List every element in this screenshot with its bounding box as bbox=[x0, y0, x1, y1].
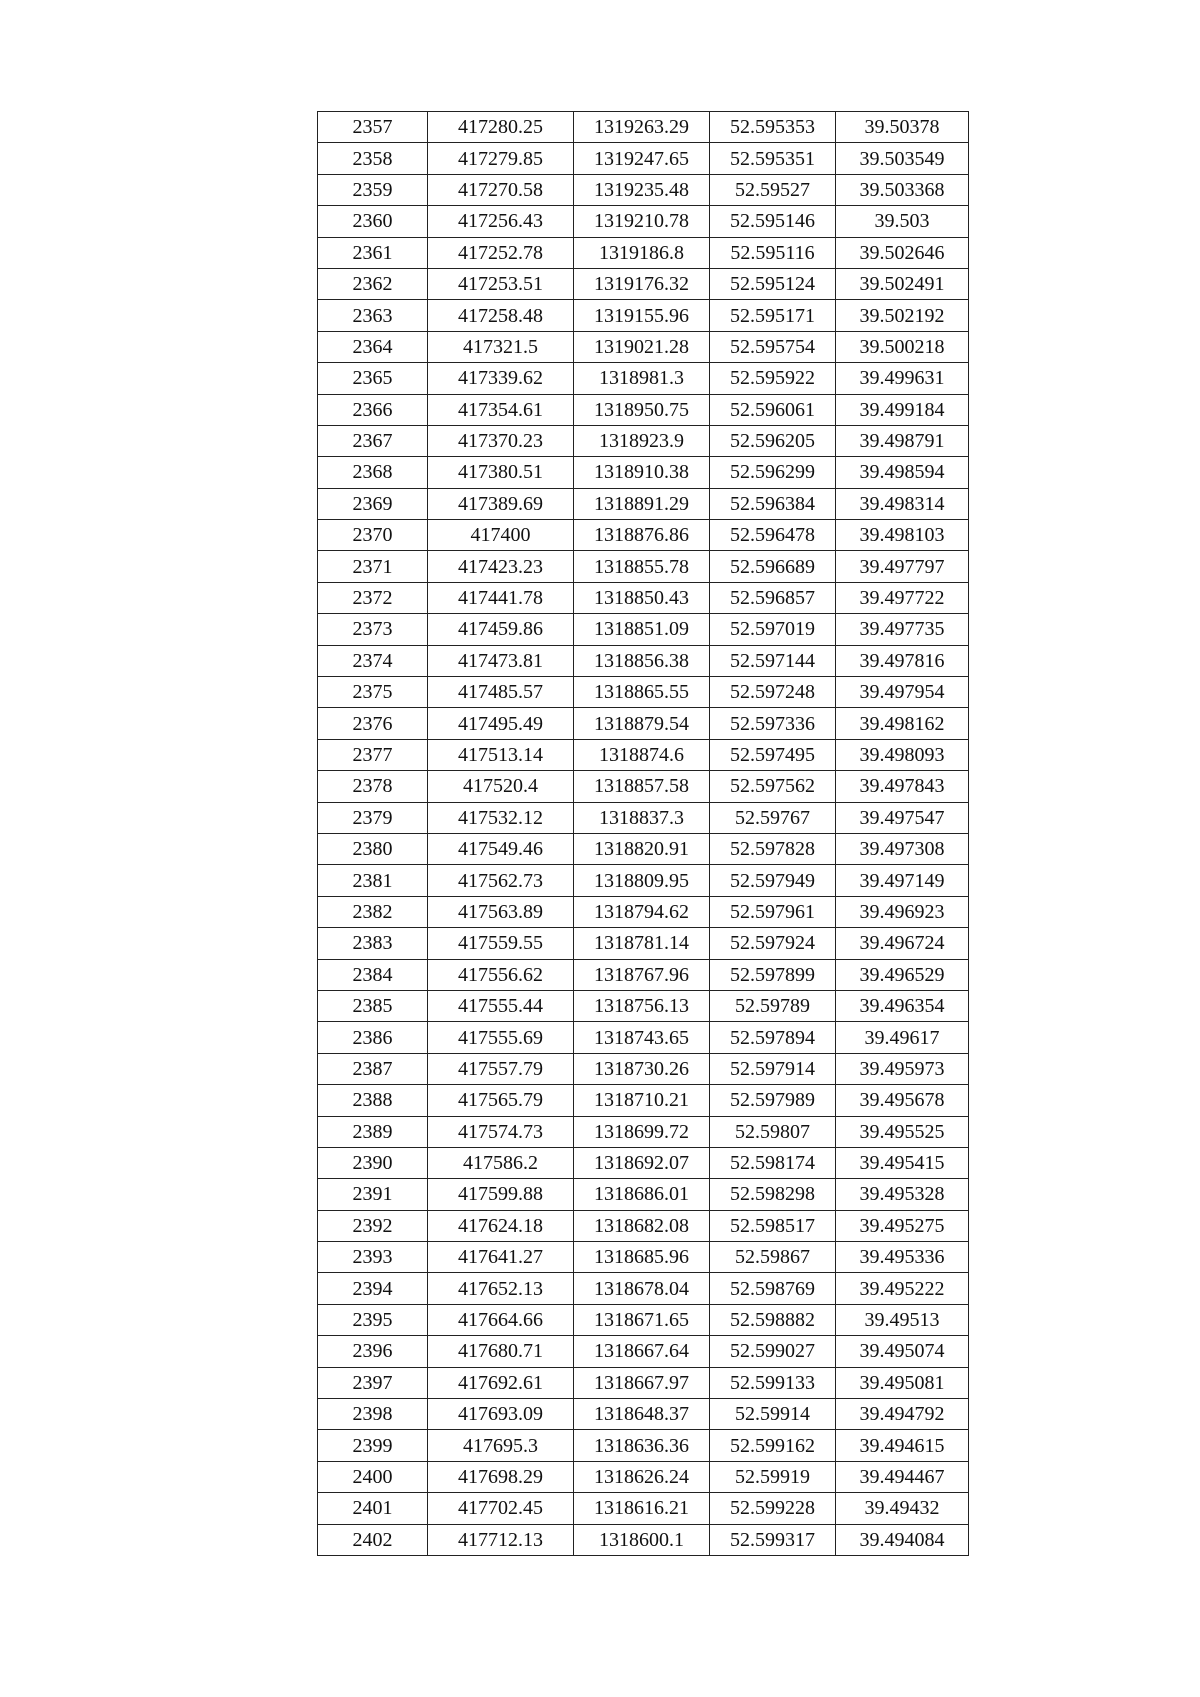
coord-y-cell: 1319263.29 bbox=[574, 112, 710, 143]
coordinates-table-body bbox=[318, 112, 969, 1556]
point-number-cell: 2383 bbox=[318, 928, 428, 959]
coord-x-cell: 417555.44 bbox=[428, 990, 574, 1021]
latitude-cell: 52.596205 bbox=[710, 425, 836, 456]
coord-x-cell: 417532.12 bbox=[428, 802, 574, 833]
coord-y-cell: 1318981.3 bbox=[574, 363, 710, 394]
coord-y-cell: 1318781.14 bbox=[574, 928, 710, 959]
point-number-cell: 2370 bbox=[318, 520, 428, 551]
point-number-cell: 2364 bbox=[318, 331, 428, 362]
point-number-cell: 2389 bbox=[318, 1116, 428, 1147]
latitude-cell: 52.596299 bbox=[710, 457, 836, 488]
coord-x-cell: 417692.61 bbox=[428, 1367, 574, 1398]
latitude-cell: 52.597949 bbox=[710, 865, 836, 896]
coord-x-cell: 417712.13 bbox=[428, 1524, 574, 1555]
longitude-cell: 39.503 bbox=[836, 206, 969, 237]
coord-x-cell: 417680.71 bbox=[428, 1336, 574, 1367]
longitude-cell: 39.500218 bbox=[836, 331, 969, 362]
latitude-cell: 52.599027 bbox=[710, 1336, 836, 1367]
latitude-cell: 52.596061 bbox=[710, 394, 836, 425]
table-row bbox=[318, 331, 969, 362]
coord-x-cell: 417624.18 bbox=[428, 1210, 574, 1241]
latitude-cell: 52.595146 bbox=[710, 206, 836, 237]
coord-x-cell: 417389.69 bbox=[428, 488, 574, 519]
latitude-cell: 52.59867 bbox=[710, 1242, 836, 1273]
coord-x-cell: 417698.29 bbox=[428, 1461, 574, 1492]
coord-y-cell: 1318767.96 bbox=[574, 959, 710, 990]
longitude-cell: 39.502646 bbox=[836, 237, 969, 268]
coord-y-cell: 1319021.28 bbox=[574, 331, 710, 362]
point-number-cell: 2359 bbox=[318, 174, 428, 205]
latitude-cell: 52.595124 bbox=[710, 268, 836, 299]
coord-x-cell: 417520.4 bbox=[428, 771, 574, 802]
longitude-cell: 39.495081 bbox=[836, 1367, 969, 1398]
point-number-cell: 2365 bbox=[318, 363, 428, 394]
coord-x-cell: 417258.48 bbox=[428, 300, 574, 331]
latitude-cell: 52.595171 bbox=[710, 300, 836, 331]
point-number-cell: 2394 bbox=[318, 1273, 428, 1304]
table-row bbox=[318, 457, 969, 488]
coord-y-cell: 1319155.96 bbox=[574, 300, 710, 331]
coord-x-cell: 417559.55 bbox=[428, 928, 574, 959]
point-number-cell: 2378 bbox=[318, 771, 428, 802]
longitude-cell: 39.502192 bbox=[836, 300, 969, 331]
latitude-cell: 52.597989 bbox=[710, 1085, 836, 1116]
table-row bbox=[318, 708, 969, 739]
coord-y-cell: 1319210.78 bbox=[574, 206, 710, 237]
coord-y-cell: 1318923.9 bbox=[574, 425, 710, 456]
coord-x-cell: 417256.43 bbox=[428, 206, 574, 237]
coord-y-cell: 1318667.97 bbox=[574, 1367, 710, 1398]
longitude-cell: 39.497843 bbox=[836, 771, 969, 802]
table-row bbox=[318, 425, 969, 456]
table-row bbox=[318, 1242, 969, 1273]
coord-y-cell: 1318855.78 bbox=[574, 551, 710, 582]
point-number-cell: 2391 bbox=[318, 1179, 428, 1210]
longitude-cell: 39.497722 bbox=[836, 582, 969, 613]
latitude-cell: 52.597924 bbox=[710, 928, 836, 959]
point-number-cell: 2399 bbox=[318, 1430, 428, 1461]
coord-y-cell: 1318678.04 bbox=[574, 1273, 710, 1304]
coord-x-cell: 417370.23 bbox=[428, 425, 574, 456]
latitude-cell: 52.597828 bbox=[710, 833, 836, 864]
longitude-cell: 39.494084 bbox=[836, 1524, 969, 1555]
point-number-cell: 2375 bbox=[318, 677, 428, 708]
coord-x-cell: 417641.27 bbox=[428, 1242, 574, 1273]
point-number-cell: 2390 bbox=[318, 1147, 428, 1178]
point-number-cell: 2381 bbox=[318, 865, 428, 896]
latitude-cell: 52.598517 bbox=[710, 1210, 836, 1241]
longitude-cell: 39.497816 bbox=[836, 645, 969, 676]
latitude-cell: 52.599162 bbox=[710, 1430, 836, 1461]
latitude-cell: 52.596689 bbox=[710, 551, 836, 582]
latitude-cell: 52.598174 bbox=[710, 1147, 836, 1178]
point-number-cell: 2361 bbox=[318, 237, 428, 268]
point-number-cell: 2371 bbox=[318, 551, 428, 582]
coord-y-cell: 1318692.07 bbox=[574, 1147, 710, 1178]
longitude-cell: 39.497547 bbox=[836, 802, 969, 833]
table-row bbox=[318, 268, 969, 299]
coord-x-cell: 417562.73 bbox=[428, 865, 574, 896]
coord-y-cell: 1319235.48 bbox=[574, 174, 710, 205]
coord-y-cell: 1318743.65 bbox=[574, 1022, 710, 1053]
point-number-cell: 2379 bbox=[318, 802, 428, 833]
point-number-cell: 2384 bbox=[318, 959, 428, 990]
table-row bbox=[318, 1430, 969, 1461]
point-number-cell: 2372 bbox=[318, 582, 428, 613]
coord-x-cell: 417702.45 bbox=[428, 1493, 574, 1524]
latitude-cell: 52.599317 bbox=[710, 1524, 836, 1555]
coord-x-cell: 417485.57 bbox=[428, 677, 574, 708]
table-row bbox=[318, 1304, 969, 1335]
coord-y-cell: 1318865.55 bbox=[574, 677, 710, 708]
longitude-cell: 39.498791 bbox=[836, 425, 969, 456]
point-number-cell: 2380 bbox=[318, 833, 428, 864]
table-row bbox=[318, 928, 969, 959]
latitude-cell: 52.59527 bbox=[710, 174, 836, 205]
coord-y-cell: 1318636.36 bbox=[574, 1430, 710, 1461]
table-row bbox=[318, 394, 969, 425]
point-number-cell: 2396 bbox=[318, 1336, 428, 1367]
table-row bbox=[318, 896, 969, 927]
coord-x-cell: 417652.13 bbox=[428, 1273, 574, 1304]
table-row bbox=[318, 1085, 969, 1116]
coord-x-cell: 417599.88 bbox=[428, 1179, 574, 1210]
coord-x-cell: 417279.85 bbox=[428, 143, 574, 174]
coord-y-cell: 1318699.72 bbox=[574, 1116, 710, 1147]
table-row bbox=[318, 1210, 969, 1241]
coord-x-cell: 417664.66 bbox=[428, 1304, 574, 1335]
table-row bbox=[318, 488, 969, 519]
table-row bbox=[318, 1399, 969, 1430]
coord-y-cell: 1319247.65 bbox=[574, 143, 710, 174]
longitude-cell: 39.495415 bbox=[836, 1147, 969, 1178]
longitude-cell: 39.495678 bbox=[836, 1085, 969, 1116]
table-row bbox=[318, 1147, 969, 1178]
latitude-cell: 52.595353 bbox=[710, 112, 836, 143]
coord-y-cell: 1319176.32 bbox=[574, 268, 710, 299]
table-row bbox=[318, 771, 969, 802]
coord-x-cell: 417693.09 bbox=[428, 1399, 574, 1430]
coord-y-cell: 1318820.91 bbox=[574, 833, 710, 864]
latitude-cell: 52.597562 bbox=[710, 771, 836, 802]
point-number-cell: 2400 bbox=[318, 1461, 428, 1492]
latitude-cell: 52.59789 bbox=[710, 990, 836, 1021]
coord-y-cell: 1318667.64 bbox=[574, 1336, 710, 1367]
latitude-cell: 52.59914 bbox=[710, 1399, 836, 1430]
table-row bbox=[318, 1179, 969, 1210]
coord-y-cell: 1318876.86 bbox=[574, 520, 710, 551]
latitude-cell: 52.596857 bbox=[710, 582, 836, 613]
point-number-cell: 2363 bbox=[318, 300, 428, 331]
latitude-cell: 52.595754 bbox=[710, 331, 836, 362]
coord-x-cell: 417280.25 bbox=[428, 112, 574, 143]
table-row bbox=[318, 614, 969, 645]
coord-x-cell: 417354.61 bbox=[428, 394, 574, 425]
table-row bbox=[318, 206, 969, 237]
longitude-cell: 39.498314 bbox=[836, 488, 969, 519]
coord-x-cell: 417555.69 bbox=[428, 1022, 574, 1053]
latitude-cell: 52.596478 bbox=[710, 520, 836, 551]
longitude-cell: 39.502491 bbox=[836, 268, 969, 299]
latitude-cell: 52.597248 bbox=[710, 677, 836, 708]
coord-y-cell: 1318600.1 bbox=[574, 1524, 710, 1555]
longitude-cell: 39.499184 bbox=[836, 394, 969, 425]
latitude-cell: 52.598298 bbox=[710, 1179, 836, 1210]
coord-y-cell: 1318682.08 bbox=[574, 1210, 710, 1241]
point-number-cell: 2362 bbox=[318, 268, 428, 299]
coordinates-table bbox=[317, 111, 969, 1556]
longitude-cell: 39.496724 bbox=[836, 928, 969, 959]
table-row bbox=[318, 363, 969, 394]
longitude-cell: 39.495525 bbox=[836, 1116, 969, 1147]
longitude-cell: 39.495336 bbox=[836, 1242, 969, 1273]
table-row bbox=[318, 1336, 969, 1367]
point-number-cell: 2368 bbox=[318, 457, 428, 488]
longitude-cell: 39.497149 bbox=[836, 865, 969, 896]
coord-x-cell: 417556.62 bbox=[428, 959, 574, 990]
point-number-cell: 2402 bbox=[318, 1524, 428, 1555]
longitude-cell: 39.498103 bbox=[836, 520, 969, 551]
table-row bbox=[318, 300, 969, 331]
longitude-cell: 39.497308 bbox=[836, 833, 969, 864]
longitude-cell: 39.49617 bbox=[836, 1022, 969, 1053]
latitude-cell: 52.595922 bbox=[710, 363, 836, 394]
coord-y-cell: 1318686.01 bbox=[574, 1179, 710, 1210]
point-number-cell: 2393 bbox=[318, 1242, 428, 1273]
point-number-cell: 2360 bbox=[318, 206, 428, 237]
coord-y-cell: 1318879.54 bbox=[574, 708, 710, 739]
point-number-cell: 2373 bbox=[318, 614, 428, 645]
point-number-cell: 2395 bbox=[318, 1304, 428, 1335]
coord-y-cell: 1318809.95 bbox=[574, 865, 710, 896]
coord-y-cell: 1318626.24 bbox=[574, 1461, 710, 1492]
point-number-cell: 2357 bbox=[318, 112, 428, 143]
point-number-cell: 2369 bbox=[318, 488, 428, 519]
longitude-cell: 39.497735 bbox=[836, 614, 969, 645]
longitude-cell: 39.495275 bbox=[836, 1210, 969, 1241]
point-number-cell: 2374 bbox=[318, 645, 428, 676]
longitude-cell: 39.50378 bbox=[836, 112, 969, 143]
latitude-cell: 52.597914 bbox=[710, 1053, 836, 1084]
longitude-cell: 39.494792 bbox=[836, 1399, 969, 1430]
point-number-cell: 2367 bbox=[318, 425, 428, 456]
latitude-cell: 52.598882 bbox=[710, 1304, 836, 1335]
longitude-cell: 39.495328 bbox=[836, 1179, 969, 1210]
coord-x-cell: 417495.49 bbox=[428, 708, 574, 739]
coord-x-cell: 417321.5 bbox=[428, 331, 574, 362]
coord-y-cell: 1318685.96 bbox=[574, 1242, 710, 1273]
latitude-cell: 52.597019 bbox=[710, 614, 836, 645]
latitude-cell: 52.597144 bbox=[710, 645, 836, 676]
table-row bbox=[318, 990, 969, 1021]
table-row bbox=[318, 739, 969, 770]
coord-y-cell: 1318616.21 bbox=[574, 1493, 710, 1524]
latitude-cell: 52.597336 bbox=[710, 708, 836, 739]
latitude-cell: 52.597961 bbox=[710, 896, 836, 927]
longitude-cell: 39.498162 bbox=[836, 708, 969, 739]
coord-x-cell: 417423.23 bbox=[428, 551, 574, 582]
table-row bbox=[318, 677, 969, 708]
point-number-cell: 2382 bbox=[318, 896, 428, 927]
longitude-cell: 39.497954 bbox=[836, 677, 969, 708]
longitude-cell: 39.49513 bbox=[836, 1304, 969, 1335]
coord-x-cell: 417586.2 bbox=[428, 1147, 574, 1178]
coord-y-cell: 1318910.38 bbox=[574, 457, 710, 488]
latitude-cell: 52.596384 bbox=[710, 488, 836, 519]
longitude-cell: 39.495973 bbox=[836, 1053, 969, 1084]
table-row bbox=[318, 1461, 969, 1492]
coord-y-cell: 1318710.21 bbox=[574, 1085, 710, 1116]
point-number-cell: 2376 bbox=[318, 708, 428, 739]
coord-y-cell: 1318730.26 bbox=[574, 1053, 710, 1084]
table-row bbox=[318, 582, 969, 613]
point-number-cell: 2401 bbox=[318, 1493, 428, 1524]
latitude-cell: 52.597894 bbox=[710, 1022, 836, 1053]
latitude-cell: 52.598769 bbox=[710, 1273, 836, 1304]
table-row bbox=[318, 1367, 969, 1398]
coord-x-cell: 417695.3 bbox=[428, 1430, 574, 1461]
coord-y-cell: 1318950.75 bbox=[574, 394, 710, 425]
point-number-cell: 2392 bbox=[318, 1210, 428, 1241]
coord-y-cell: 1318851.09 bbox=[574, 614, 710, 645]
longitude-cell: 39.498594 bbox=[836, 457, 969, 488]
longitude-cell: 39.495222 bbox=[836, 1273, 969, 1304]
table-row bbox=[318, 1116, 969, 1147]
latitude-cell: 52.595351 bbox=[710, 143, 836, 174]
point-number-cell: 2377 bbox=[318, 739, 428, 770]
table-row bbox=[318, 551, 969, 582]
longitude-cell: 39.498093 bbox=[836, 739, 969, 770]
point-number-cell: 2388 bbox=[318, 1085, 428, 1116]
longitude-cell: 39.497797 bbox=[836, 551, 969, 582]
latitude-cell: 52.59807 bbox=[710, 1116, 836, 1147]
table-row bbox=[318, 1524, 969, 1555]
table-row bbox=[318, 1493, 969, 1524]
point-number-cell: 2358 bbox=[318, 143, 428, 174]
table-row bbox=[318, 865, 969, 896]
table-row bbox=[318, 520, 969, 551]
longitude-cell: 39.494467 bbox=[836, 1461, 969, 1492]
latitude-cell: 52.599228 bbox=[710, 1493, 836, 1524]
longitude-cell: 39.494615 bbox=[836, 1430, 969, 1461]
coord-y-cell: 1318857.58 bbox=[574, 771, 710, 802]
coord-x-cell: 417252.78 bbox=[428, 237, 574, 268]
table-row bbox=[318, 1053, 969, 1084]
latitude-cell: 52.595116 bbox=[710, 237, 836, 268]
coord-y-cell: 1318850.43 bbox=[574, 582, 710, 613]
table-row bbox=[318, 237, 969, 268]
coord-x-cell: 417459.86 bbox=[428, 614, 574, 645]
point-number-cell: 2398 bbox=[318, 1399, 428, 1430]
coord-y-cell: 1318891.29 bbox=[574, 488, 710, 519]
table-row bbox=[318, 1273, 969, 1304]
coord-x-cell: 417557.79 bbox=[428, 1053, 574, 1084]
coord-y-cell: 1318874.6 bbox=[574, 739, 710, 770]
latitude-cell: 52.59767 bbox=[710, 802, 836, 833]
coord-y-cell: 1318671.65 bbox=[574, 1304, 710, 1335]
coord-y-cell: 1318756.13 bbox=[574, 990, 710, 1021]
point-number-cell: 2397 bbox=[318, 1367, 428, 1398]
longitude-cell: 39.503549 bbox=[836, 143, 969, 174]
coord-y-cell: 1318856.38 bbox=[574, 645, 710, 676]
table-row bbox=[318, 174, 969, 205]
coord-y-cell: 1318648.37 bbox=[574, 1399, 710, 1430]
point-number-cell: 2387 bbox=[318, 1053, 428, 1084]
coord-x-cell: 417565.79 bbox=[428, 1085, 574, 1116]
coord-x-cell: 417441.78 bbox=[428, 582, 574, 613]
longitude-cell: 39.499631 bbox=[836, 363, 969, 394]
coord-y-cell: 1319186.8 bbox=[574, 237, 710, 268]
point-number-cell: 2385 bbox=[318, 990, 428, 1021]
coord-x-cell: 417339.62 bbox=[428, 363, 574, 394]
table-row bbox=[318, 1022, 969, 1053]
point-number-cell: 2386 bbox=[318, 1022, 428, 1053]
latitude-cell: 52.59919 bbox=[710, 1461, 836, 1492]
coord-y-cell: 1318837.3 bbox=[574, 802, 710, 833]
coord-x-cell: 417563.89 bbox=[428, 896, 574, 927]
longitude-cell: 39.503368 bbox=[836, 174, 969, 205]
table-row bbox=[318, 143, 969, 174]
coord-y-cell: 1318794.62 bbox=[574, 896, 710, 927]
latitude-cell: 52.597899 bbox=[710, 959, 836, 990]
latitude-cell: 52.597495 bbox=[710, 739, 836, 770]
longitude-cell: 39.496529 bbox=[836, 959, 969, 990]
latitude-cell: 52.599133 bbox=[710, 1367, 836, 1398]
table-row bbox=[318, 959, 969, 990]
point-number-cell: 2366 bbox=[318, 394, 428, 425]
longitude-cell: 39.496354 bbox=[836, 990, 969, 1021]
longitude-cell: 39.496923 bbox=[836, 896, 969, 927]
coord-x-cell: 417400 bbox=[428, 520, 574, 551]
longitude-cell: 39.495074 bbox=[836, 1336, 969, 1367]
coord-x-cell: 417380.51 bbox=[428, 457, 574, 488]
coord-x-cell: 417473.81 bbox=[428, 645, 574, 676]
coord-x-cell: 417253.51 bbox=[428, 268, 574, 299]
coord-x-cell: 417513.14 bbox=[428, 739, 574, 770]
table-row bbox=[318, 645, 969, 676]
table-row bbox=[318, 833, 969, 864]
coord-x-cell: 417574.73 bbox=[428, 1116, 574, 1147]
longitude-cell: 39.49432 bbox=[836, 1493, 969, 1524]
coord-x-cell: 417270.58 bbox=[428, 174, 574, 205]
table-row bbox=[318, 112, 969, 143]
table-row bbox=[318, 802, 969, 833]
coord-x-cell: 417549.46 bbox=[428, 833, 574, 864]
